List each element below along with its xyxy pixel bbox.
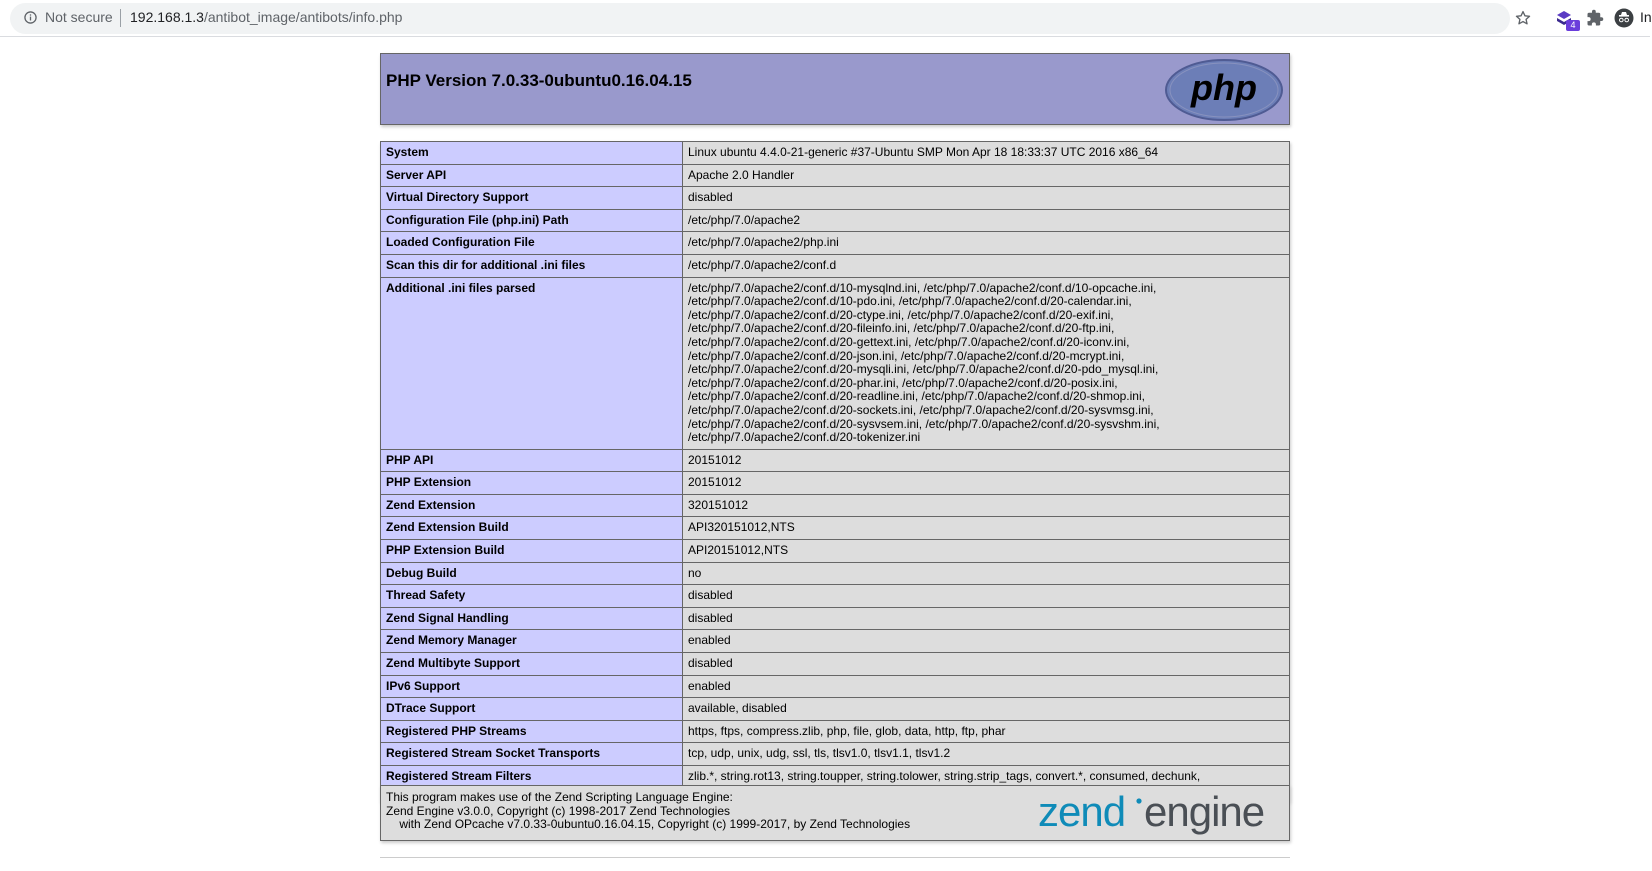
info-value: Apache 2.0 Handler <box>683 164 1290 187</box>
info-row <box>381 232 1290 255</box>
info-table <box>380 141 1290 802</box>
incognito-profile-icon[interactable] <box>1614 8 1634 28</box>
php-logo <box>1164 58 1284 122</box>
info-value: available, disabled <box>683 698 1290 721</box>
info-key: Registered Stream Filters <box>381 766 683 802</box>
info-row <box>381 277 1290 449</box>
info-row <box>381 675 1290 698</box>
info-key: Additional .ini files parsed <box>381 277 683 449</box>
info-key: PHP API <box>381 449 683 472</box>
info-value: 20151012 <box>683 472 1290 495</box>
url-text[interactable] <box>130 9 402 25</box>
info-key: PHP Extension Build <box>381 540 683 563</box>
info-value: disabled <box>683 187 1290 210</box>
info-value: disabled <box>683 607 1290 630</box>
zend-credits <box>386 791 910 832</box>
info-key: Debug Build <box>381 562 683 585</box>
info-key: DTrace Support <box>381 698 683 721</box>
url-path: /antibot_image/antibots/info.php <box>203 9 403 25</box>
info-key: Zend Memory Manager <box>381 630 683 653</box>
info-key: Virtual Directory Support <box>381 187 683 210</box>
bookmark-star-icon[interactable] <box>1514 9 1532 27</box>
info-row <box>381 585 1290 608</box>
info-key: Server API <box>381 164 683 187</box>
info-key: Thread Safety <box>381 585 683 608</box>
info-key: Scan this dir for additional .ini files <box>381 254 683 277</box>
info-value: /etc/php/7.0/apache2/php.ini <box>683 232 1290 255</box>
info-value: tcp, udp, unix, udg, ssl, tls, tlsv1.0, tlsv1.1, tlsv1.2 <box>683 743 1290 766</box>
info-value: disabled <box>683 585 1290 608</box>
info-icon[interactable] <box>24 11 37 24</box>
info-key: System <box>381 142 683 165</box>
divider <box>380 857 1290 858</box>
info-value: Linux ubuntu 4.4.0-21-generic #37-Ubuntu SMP Mon Apr 18 18:33:37 UTC 2016 x86_64 <box>683 142 1290 165</box>
info-key: Configuration File (php.ini) Path <box>381 209 683 232</box>
info-key: Zend Extension Build <box>381 517 683 540</box>
zend-logo-word: zend <box>1038 788 1126 835</box>
info-value: zlib.*, string.rot13, string.toupper, string.tolower, string.strip_tags, convert.*, consumed, dechunk, <box>683 766 1290 802</box>
info-key: IPv6 Support <box>381 675 683 698</box>
zend-line-2: Zend Engine v3.0.0, Copyright (c) 1998-2017 Zend Technologies <box>386 803 730 818</box>
info-value: /etc/php/7.0/apache2 <box>683 209 1290 232</box>
extension-badge: 4 <box>1566 20 1580 31</box>
profile-label[interactable]: In <box>1640 9 1652 25</box>
info-value: no <box>683 562 1290 585</box>
info-value: 20151012 <box>683 449 1290 472</box>
info-row <box>381 164 1290 187</box>
info-row <box>381 209 1290 232</box>
info-key: Registered PHP Streams <box>381 720 683 743</box>
php-version-header <box>380 53 1290 125</box>
info-row <box>381 720 1290 743</box>
info-row <box>381 540 1290 563</box>
info-row <box>381 630 1290 653</box>
info-row <box>381 494 1290 517</box>
zend-engine-box <box>380 785 1290 841</box>
info-row <box>381 187 1290 210</box>
info-row <box>381 472 1290 495</box>
info-row <box>381 517 1290 540</box>
info-value: /etc/php/7.0/apache2/conf.d <box>683 254 1290 277</box>
info-value: enabled <box>683 630 1290 653</box>
info-value: 320151012 <box>683 494 1290 517</box>
info-value: https, ftps, compress.zlib, php, file, glob, data, http, ftp, phar <box>683 720 1290 743</box>
zend-line-1: This program makes use of the Zend Scripting Language Engine: <box>386 790 733 804</box>
info-key: Loaded Configuration File <box>381 232 683 255</box>
extensions-puzzle-icon[interactable] <box>1586 9 1604 27</box>
page-title: PHP Version 7.0.33-0ubuntu0.16.04.15 <box>386 71 692 90</box>
browser-toolbar <box>0 0 1650 37</box>
info-row <box>381 653 1290 676</box>
info-key: PHP Extension <box>381 472 683 495</box>
info-value: API20151012,NTS <box>683 540 1290 563</box>
info-row <box>381 698 1290 721</box>
zend-line-3: with Zend OPcache v7.0.33-0ubuntu0.16.04.15, Copyright (c) 1999-2017, by Zend Technologies <box>386 817 911 832</box>
info-value: enabled <box>683 675 1290 698</box>
url-host: 192.168.1.3 <box>130 9 204 25</box>
info-value: /etc/php/7.0/apache2/conf.d/10-mysqlnd.ini, /etc/php/7.0/apache2/conf.d/10-opcache.ini, /etc/php/7.0/apache2/conf.d/10-pdo.ini, /etc/php/7.0/apache2/conf.d/20-calendar.ini, /etc/php/7.0/apache2/conf.d/20-ctype.ini, /etc/php/7.0/apache2/conf.d/20-exif.ini, /etc/php/7.0/apache2/conf.d/20-fileinfo.ini, /etc/php/7.0/apache2/conf.d/20-ftp.ini, /etc/php/7.0/apache2/conf.d/20-gettext.ini, /etc/php/7.0/apache2/conf.d/20-iconv.ini, /etc/php/7.0/apache2/conf.d/20-json.ini, /etc/php/7.0/apache2/conf.d/20-mcrypt.ini, /etc/php/7.0/apache2/conf.d/20-mysqli.ini, /etc/php/7.0/apache2/conf.d/20-pdo_mysql.ini, /etc/php/7.0/apache2/conf.d/20-phar.ini, /etc/php/7.0/apache2/conf.d/20-posix.ini, /etc/php/7.0/apache2/conf.d/20-readline.ini, /etc/php/7.0/apache2/conf.d/20-shmop.ini, /etc/php/7.0/apache2/conf.d/20-sockets.ini, /etc/php/7.0/apache2/conf.d/20-sysvmsg.ini, /etc/php/7.0/apache2/conf.d/20-sysvsem.ini, /etc/php/7.0/apache2/conf.d/20-sysvshm.ini, /etc/php/7.0/apache2/conf.d/20-tokenizer.ini <box>683 277 1290 449</box>
url-separator <box>120 9 121 27</box>
info-key: Zend Multibyte Support <box>381 653 683 676</box>
info-key: Zend Extension <box>381 494 683 517</box>
php-logo-text: php <box>1191 67 1257 108</box>
security-status[interactable]: Not secure <box>45 9 113 25</box>
info-row <box>381 254 1290 277</box>
zend-engine-logo <box>1038 788 1284 838</box>
info-row <box>381 607 1290 630</box>
info-row <box>381 142 1290 165</box>
info-value: API320151012,NTS <box>683 517 1290 540</box>
info-key: Zend Signal Handling <box>381 607 683 630</box>
info-row <box>381 449 1290 472</box>
info-row <box>381 743 1290 766</box>
info-key: Registered Stream Socket Transports <box>381 743 683 766</box>
info-value: disabled <box>683 653 1290 676</box>
engine-logo-word: engine <box>1144 788 1265 835</box>
info-row <box>381 562 1290 585</box>
